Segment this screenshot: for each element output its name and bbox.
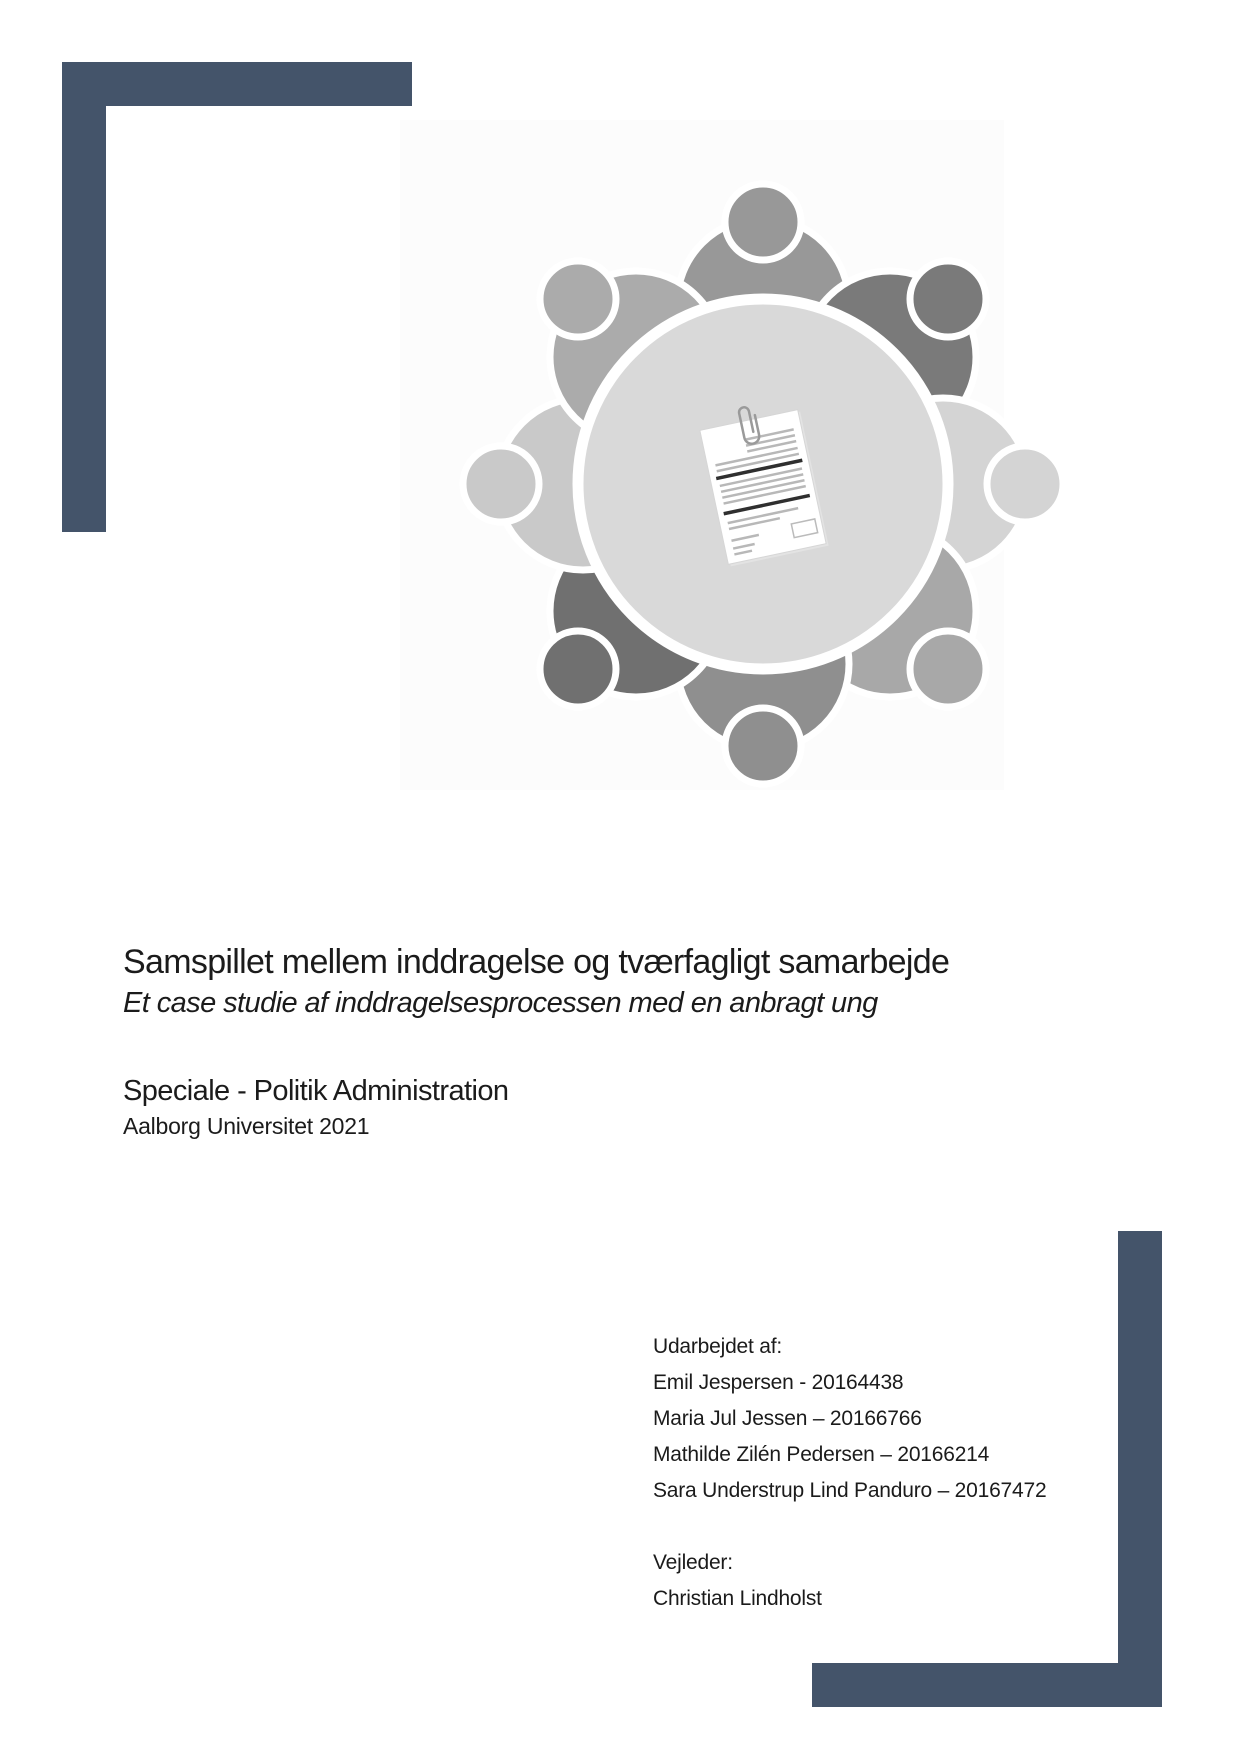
person-left-head: [463, 446, 539, 522]
supervisor-name: Christian Lindholst: [653, 1587, 822, 1610]
person-bottom-head: [725, 708, 801, 784]
author-line: Maria Jul Jessen – 20166766: [653, 1407, 922, 1430]
person-top-head: [725, 184, 801, 260]
author-line: Mathilde Zilén Pedersen – 20166214: [653, 1443, 990, 1466]
credits-block: [653, 1329, 1093, 1617]
person-right-head: [987, 446, 1063, 522]
credits-spacer: [653, 1509, 1093, 1545]
round-table-meeting-clipart: [400, 115, 1080, 795]
authors-heading: Udarbejdet af:: [653, 1335, 782, 1358]
person-bottom-right-head: [910, 631, 986, 707]
supervisor-heading: Vejleder:: [653, 1551, 733, 1574]
institution-year: Aalborg Universitet 2021: [123, 1113, 370, 1140]
thesis-subtitle: Et case studie af inddragelsesprocessen med en anbragt ung: [123, 986, 878, 1019]
program-block: [123, 1072, 823, 1142]
author-line: Emil Jespersen - 20164438: [653, 1371, 904, 1394]
person-bottom-left-head: [540, 631, 616, 707]
program-name: Speciale - Politik Administration: [123, 1075, 509, 1107]
author-line: Sara Understrup Lind Panduro – 20167472: [653, 1479, 1047, 1502]
title-block: [123, 940, 1123, 1023]
person-top-right-head: [910, 261, 986, 337]
person-top-left-head: [540, 261, 616, 337]
top-left-corner-accent: [62, 62, 412, 532]
thesis-title: Samspillet mellem inddragelse og tværfagligt samarbejde: [123, 943, 950, 981]
